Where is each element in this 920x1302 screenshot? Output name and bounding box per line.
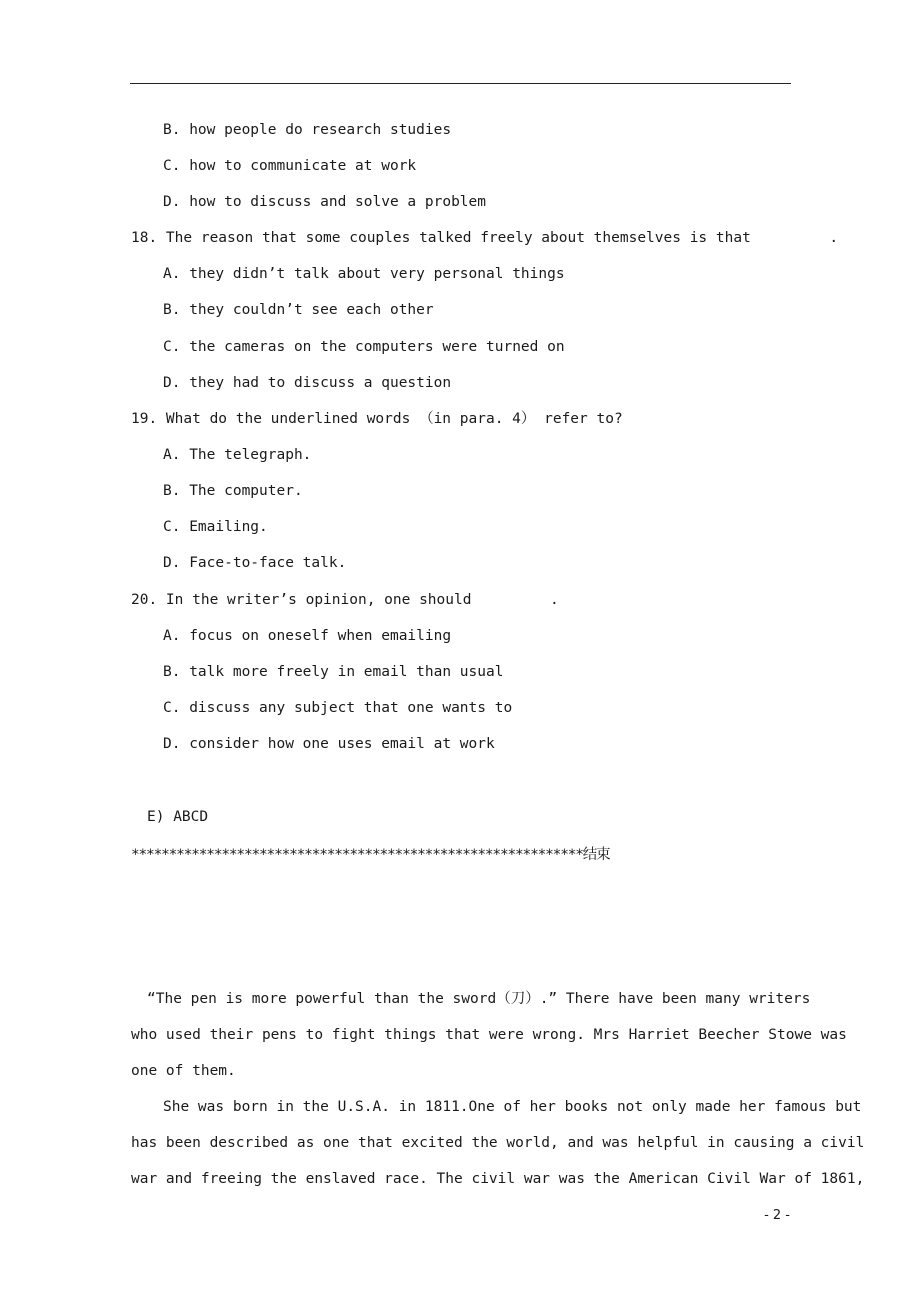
- q19-option-b: B. The computer.: [163, 483, 303, 499]
- passage-p2-line1: She was born in the U.S.A. in 1811.One of her books not only made her famous but: [163, 1099, 862, 1115]
- q18-option-b: B. they couldn’t see each other: [163, 302, 434, 318]
- answer-line: E) ABCD: [147, 809, 209, 825]
- page-number: - 2 -: [764, 1208, 790, 1223]
- q20-option-b: B. talk more freely in email than usual: [163, 664, 504, 680]
- passage-p2-line2: has been described as one that excited the world, and was helpful in causing a civil: [131, 1135, 865, 1151]
- passage-p1-line3: one of them.: [131, 1063, 236, 1079]
- q18-option-c: C. the cameras on the computers were turned on: [163, 339, 565, 355]
- passage-p2-line3: war and freeing the enslaved race. The civil war was the American Civil War of 1861,: [131, 1171, 865, 1187]
- q19-stem: 19. What do the underlined words （in para. 4） refer to?: [131, 411, 623, 427]
- q20-option-a: A. focus on oneself when emailing: [163, 628, 452, 644]
- header-rule: [130, 83, 791, 84]
- q20-stem: 20. In the writer’s opinion, one should .: [131, 592, 559, 608]
- q19-option-a: A. The telegraph.: [163, 447, 312, 463]
- q17-option-d: D. how to discuss and solve a problem: [163, 194, 487, 210]
- end-marker: ************************************************************结束: [131, 847, 610, 863]
- q18-option-d: D. they had to discuss a question: [163, 375, 452, 391]
- q18-option-a: A. they didn’t talk about very personal things: [163, 266, 565, 282]
- passage-p1-line2: who used their pens to fight things that were wrong. Mrs Harriet Beecher Stowe was: [131, 1027, 847, 1043]
- q18-stem: 18. The reason that some couples talked freely about themselves is that .: [131, 230, 839, 246]
- passage-p1-line1: “The pen is more powerful than the sword（刀）.” There have been many writers: [147, 991, 811, 1007]
- q20-option-d: D. consider how one uses email at work: [163, 736, 495, 752]
- q17-option-b: B. how people do research studies: [163, 122, 452, 138]
- q17-option-c: C. how to communicate at work: [163, 158, 417, 174]
- q20-option-c: C. discuss any subject that one wants to: [163, 700, 513, 716]
- q19-option-c: C. Emailing.: [163, 519, 268, 535]
- q19-option-d: D. Face-to-face talk.: [163, 555, 347, 571]
